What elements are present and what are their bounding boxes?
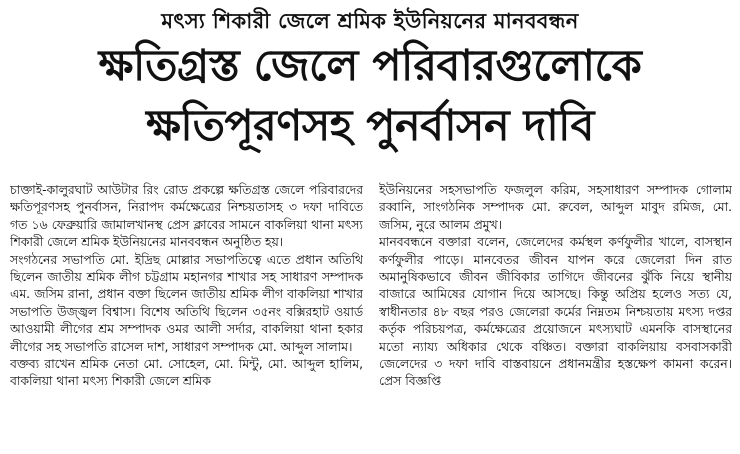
paragraph-speakers-end: ইউনিয়নের সহসভাপতি ফজলুল করিম, সহসাধারণ সম্পাদক গোলাম রব্বানি, সাংগঠনিক সম্পাদক মো. রুবেল, আব্দুল মাবুদ রমিজ, মো. জসিম, নুরে আলম প্রমুখ। bbox=[379, 183, 732, 232]
paragraph-demands: মানববন্ধনে বক্তারা বলেন, জেলেদের কর্মস্থল কর্ণফুলীর খালে, বাসস্থান কর্ণফুলীর পাড়ে। মানবেতর জীবন যাপন করে জেলেরা দিন রাত অমানুষিকভাবে জীবন জীবিকার তাগিদে জীবনের ঝুঁকি নিয়ে স্থানীয় বাজারে আমিষের যোগান দিয়ে আসছে। কিন্তু অপ্রিয় হলেও সত্য যে, স্বাধীনতার ৪৮ বছর পরও জেলেরা কর্মের নিম্নতম নিশ্চয়তায় মৎস্য দপ্তর কর্তৃক পরিচয়পত্র, কর্মক্ষেত্রের প্রয়োজনে মৎস্যঘাট এমনকি বাসস্থানের মতো ন্যায্য অধিকার থেকে বঞ্চিত। বক্তারা বাকলিয়ায় বসবাসকারী জেলেদের ৩ দফা দাবি বাস্তবায়নে প্রধানমন্ত্রীর হস্তক্ষেপ কামনা করেন। প্রেস বিজ্ঞপ্তি bbox=[379, 235, 732, 389]
article-column-right bbox=[379, 182, 732, 450]
article-kicker: মৎস্য শিকারী জেলে শ্রমিক ইউনিয়নের মানববন্ধন bbox=[161, 9, 579, 33]
headline-line-2: ক্ষতিপূরণসহ পুনর্বাসন দাবি bbox=[146, 101, 594, 151]
article-column-left bbox=[10, 182, 363, 450]
paragraph-speakers-start: বক্তব্য রাখেন শ্রমিক নেতা মো. সোহেল, মো. মিন্টু, মো. আব্দুল হালিম, বাকলিয়া থানা মৎস্য শিকারী জেলে শ্রমিক bbox=[10, 357, 363, 389]
paragraph-intro: চাক্তাই-কালুরঘাট আউটার রিং রোড প্রকল্পে ক্ষতিগ্রস্ত জেলে পরিবারদের ক্ষতিপূরণসহ পুনর্বাসন, নিরাপদ কর্মক্ষেত্রের নিশ্চয়তাসহ ৩ দফা দাবিতে গত ১৬ ফেব্রুয়ারি জামালখানস্থ প্রেস ক্লাবের সামনে বাকলিয়া থানা মৎস্য শিকারী জেলে শ্রমিক ইউনিয়নের মানববন্ধন অনুষ্ঠিত হয়। bbox=[10, 183, 363, 250]
headline-line-1: ক্ষতিগ্রস্ত জেলে পরিবারগুলোকে bbox=[98, 41, 642, 91]
paragraph-guests: সংগঠনের সভাপতি মো. ইদ্রিছ মোল্লার সভাপতিত্বে এতে প্রধান অতিথি ছিলেন জাতীয় শ্রমিক লীগ চট্টগ্রাম মহানগর শাখার সহ সাধারণ সম্পাদক এম. জসিম রানা, প্রধান বক্তা ছিলেন জাতীয় শ্রমিক লীগ বাকলিয়া শাখার সভাপতি উজ্জ্বল বিশ্বাস। বিশেষ অতিথি ছিলেন ৩৫নং বক্সিরহাট ওয়ার্ড আওয়ামী লীগের শ্রম সম্পাদক ওমর আলী সর্দার, বাকলিয়া থানা হকার লীগের সহ সভাপতি রাসেল দাশ, সাধারণ সম্পাদক মো. আব্দুল সালাম। bbox=[10, 252, 363, 354]
article-body bbox=[10, 182, 732, 450]
